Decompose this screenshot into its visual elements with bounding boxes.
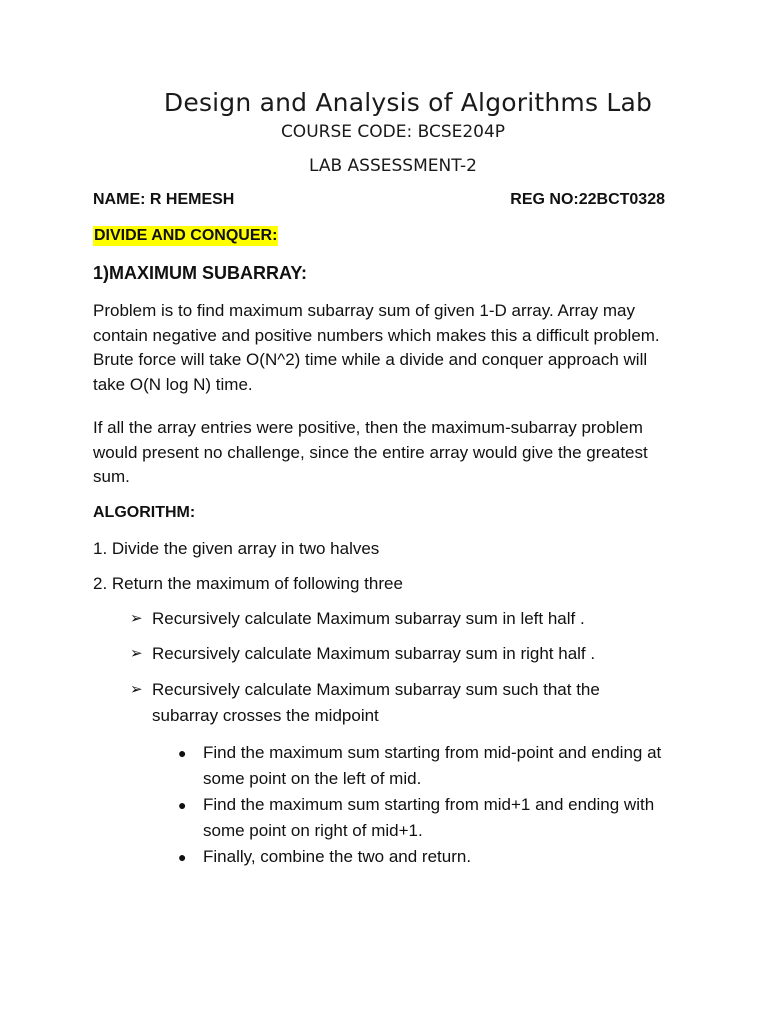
sub-step-item [130, 606, 670, 632]
arrow-bullet-icon: ➢ [130, 645, 143, 662]
arrow-bullet-icon: ➢ [130, 610, 143, 627]
bullet-list [178, 740, 678, 870]
bullet-dot-icon: ● [178, 849, 187, 865]
bullet-dot-icon: ● [178, 745, 187, 761]
problem-paragraph: If all the array entries were positive, then the maximum-subarray problem would present no challenge, since the entire array would give the greatest sum. [93, 418, 648, 486]
student-reg-no: REG NO:22BCT0328 [510, 191, 665, 208]
arrow-bullet-icon: ➢ [130, 681, 143, 698]
algorithm-step: 2. Return the maximum of following three [93, 574, 403, 593]
sub-step-text: Recursively calculate Maximum subarray sum in left half . [152, 609, 585, 628]
algorithm-step: 1. Divide the given array in two halves [93, 539, 380, 558]
problem-heading: 1)MAXIMUM SUBARRAY: [93, 263, 308, 283]
student-info-row [93, 191, 665, 209]
bullet-dot-icon: ● [178, 797, 187, 813]
algorithm-heading: ALGORITHM: [93, 504, 196, 521]
sub-step-text: Recursively calculate Maximum subarray sum such that the subarray crosses the midpoint [152, 680, 600, 725]
student-name: NAME: R HEMESH [93, 191, 235, 208]
sub-step-text: Recursively calculate Maximum subarray sum in right half . [152, 644, 596, 663]
list-item [178, 792, 678, 844]
course-code: COURSE CODE: BCSE204P [280, 122, 506, 142]
bullet-text: Find the maximum sum starting from mid-point and ending at some point on the left of mid. [203, 743, 662, 788]
lab-assessment: LAB ASSESSMENT-2 [309, 156, 477, 176]
section-heading: DIVIDE AND CONQUER: [94, 227, 278, 244]
problem-paragraph: Problem is to find maximum subarray sum of given 1-D array. Array may contain negative and positive numbers which makes this a difficult problem. Brute force will take O(N^2) time while a divide and conquer approach will take O(N log N) time. [93, 301, 660, 394]
sub-step-item [130, 677, 670, 729]
bullet-text: Find the maximum sum starting from mid+1 and ending with some point on right of mid+1. [203, 795, 655, 840]
list-item [178, 740, 678, 792]
list-item [178, 844, 678, 870]
sub-step-item [130, 641, 670, 667]
bullet-text: Finally, combine the two and return. [203, 847, 472, 866]
document-title: Design and Analysis of Algorithms Lab [163, 88, 653, 117]
